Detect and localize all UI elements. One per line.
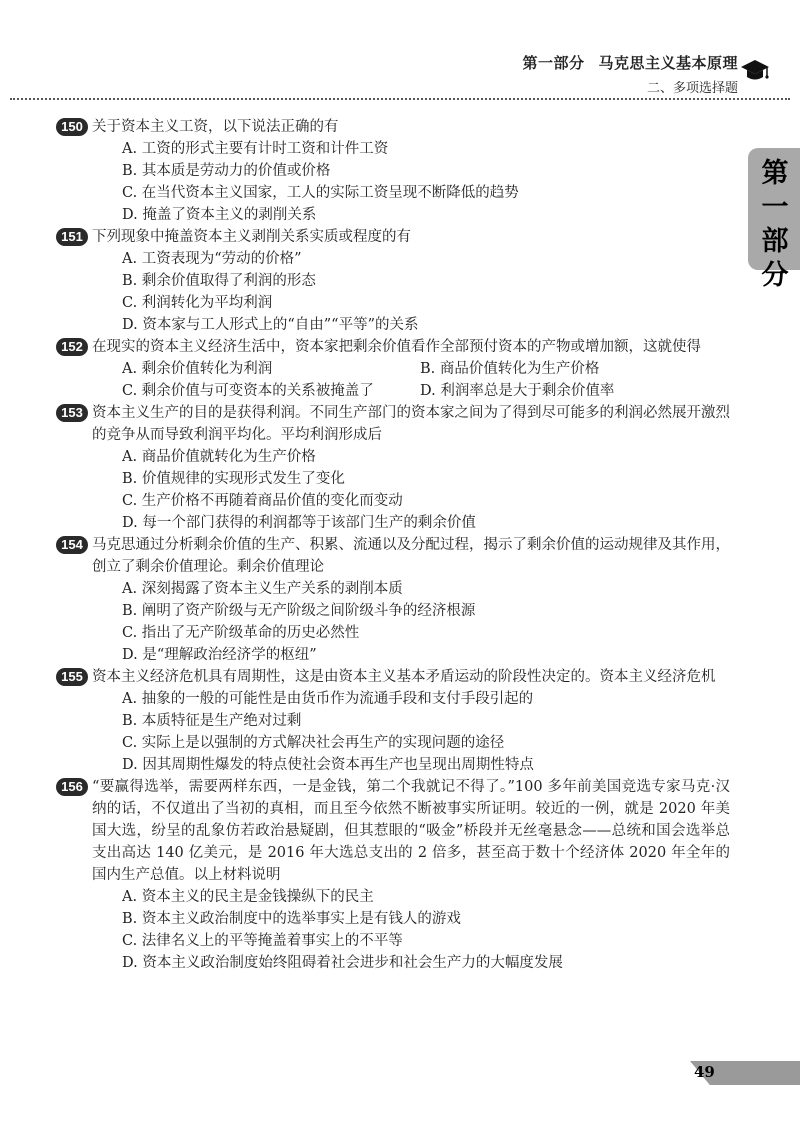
option: C. 法律名义上的平等掩盖着事实上的不平等: [122, 933, 403, 949]
question-number: 152: [56, 338, 88, 356]
question: [61, 666, 730, 776]
question-stem: [61, 776, 730, 886]
question-text: 资本主义经济危机具有周期性，这是由资本主义基本矛盾运动的阶段性决定的。资本主义经济危机: [92, 669, 716, 685]
side-tab-label: 第一部分: [761, 158, 789, 290]
question-text: 关于资本主义工资，以下说法正确的有: [92, 119, 339, 135]
option: A. 抽象的一般的可能性是由货币作为流通手段和支付手段引起的: [122, 691, 534, 707]
question-text: 资本主义生产的目的是获得利润。不同生产部门的资本家之间为了得到尽可能多的利润必然展开激烈的竞争从而导致利润平均化。平均利润形成后: [92, 405, 730, 443]
option: D. 因其周期性爆发的特点使社会资本再生产也呈现出周期性特点: [122, 757, 534, 773]
side-tab: [748, 148, 800, 290]
option: D. 掩盖了资本主义的剥削关系: [122, 207, 317, 223]
option: D. 每一个部门获得的利润都等于该部门生产的剩余价值: [122, 515, 476, 531]
option: A. 商品价值就转化为生产价格: [122, 449, 316, 465]
option: A. 资本主义的民主是金钱操纵下的民主: [122, 889, 374, 905]
header-title-line: [522, 52, 738, 73]
option: B. 本质特征是生产绝对过剩: [122, 713, 302, 729]
question: [61, 336, 730, 402]
option: C. 实际上是以强制的方式解决社会再生产的实现问题的途径: [122, 735, 505, 751]
question-number: 155: [56, 668, 88, 686]
option: D. 利润率总是大于剩余价值率: [420, 383, 615, 399]
question-text: 在现实的资本主义经济生活中，资本家把剩余价值看作全部预付资本的产物或增加额，这就使得: [92, 339, 701, 355]
question-list: [61, 116, 730, 974]
graduation-cap-icon: [740, 56, 770, 86]
question-number: 154: [56, 536, 88, 554]
option: B. 资本主义政治制度中的选举事实上是有钱人的游戏: [122, 911, 461, 927]
option: B. 剩余价值取得了利润的形态: [122, 273, 316, 289]
question-text: 马克思通过分析剩余价值的生产、积累、流通以及分配过程，揭示了剩余价值的运动规律及其作用，创立了剩余价值理论。剩余价值理论: [92, 537, 730, 575]
header-part: 第一部分: [522, 55, 585, 72]
header-title: 马克思主义基本原理: [598, 55, 738, 72]
question-stem: [61, 666, 730, 688]
question-number: 150: [56, 118, 88, 136]
question-number: 151: [56, 228, 88, 246]
header-section: 二、多项选择题: [646, 80, 738, 95]
question-number: 153: [56, 404, 88, 422]
option: B. 商品价值转化为生产价格: [420, 361, 600, 377]
option: D. 资本主义政治制度始终阻碍着社会进步和社会生产力的大幅度发展: [122, 955, 563, 971]
running-header: [522, 52, 738, 96]
option: C. 生产价格不再随着商品价值的变化而变动: [122, 493, 403, 509]
question-stem: [61, 336, 730, 358]
option: B. 其本质是劳动力的价值或价格: [122, 163, 331, 179]
question-text: “要赢得选举，需要两样东西，一是金钱，第二个我就记不得了。”100 多年前美国竞选专家马克·汉纳的话，不仅道出了当初的真相，而且至今依然不断被事实所证明。较近的一例，就是 2020 年美国大选，纷呈的乱象仿若政治悬疑剧，但其惹眼的“吸金”桥段并无丝毫悬念——总统和国会选举总支出高达 140 亿美元，是 2016 年大选总支出的 2 倍多，甚至高于数十个经济体 2020 年全年的国内生产总值。以上材料说明: [92, 779, 730, 883]
question-stem: [61, 116, 730, 138]
question-stem: [61, 534, 730, 578]
option: D. 是“理解政治经济学的枢纽”: [122, 647, 317, 663]
question: [61, 402, 730, 534]
option: C. 利润转化为平均利润: [122, 295, 273, 311]
question: [61, 226, 730, 336]
question-stem: [61, 226, 730, 248]
question: [61, 776, 730, 974]
question-stem: [61, 402, 730, 446]
option: C. 指出了无产阶级革命的历史必然性: [122, 625, 360, 641]
option-grid: [92, 358, 730, 402]
page-number: 49: [694, 1063, 715, 1081]
question-number: 156: [56, 778, 88, 796]
question-text: 下列现象中掩盖资本主义剥削关系实质或程度的有: [92, 229, 411, 245]
question: [61, 116, 730, 226]
header-divider: [10, 98, 790, 100]
option: C. 在当代资本主义国家，工人的实际工资呈现不断降低的趋势: [122, 185, 519, 201]
option: B. 价值规律的实现形式发生了变化: [122, 471, 345, 487]
question: [61, 534, 730, 666]
option: A. 深刻揭露了资本主义生产关系的剥削本质: [122, 581, 403, 597]
option: D. 资本家与工人形式上的“自由”“平等”的关系: [122, 317, 419, 333]
option: B. 阐明了资产阶级与无产阶级之间阶级斗争的经济根源: [122, 603, 476, 619]
option: A. 剩余价值转化为利润: [122, 361, 273, 377]
option: C. 剩余价值与可变资本的关系被掩盖了: [122, 383, 374, 399]
option: A. 工资的形式主要有计时工资和计件工资: [122, 141, 389, 157]
option: A. 工资表现为“劳动的价格”: [122, 251, 302, 267]
page-footer: [690, 1061, 800, 1085]
